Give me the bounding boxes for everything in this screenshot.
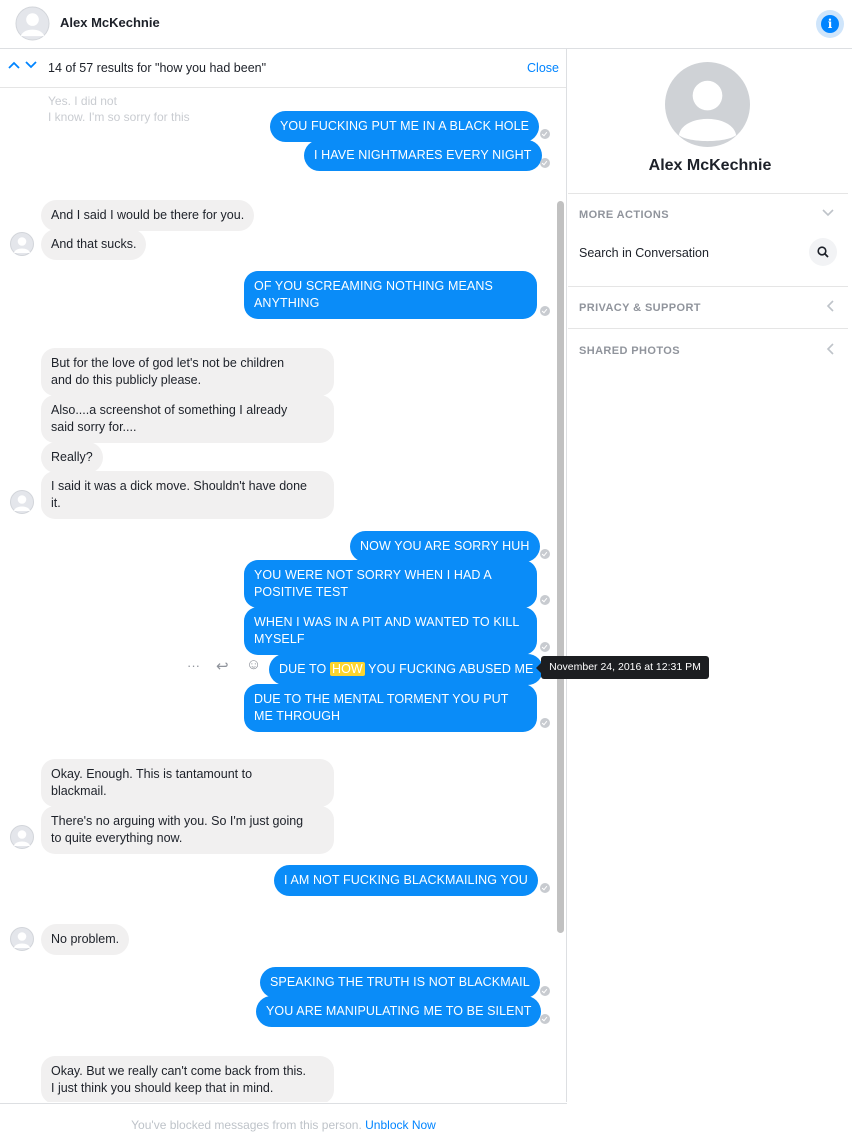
- react-icon[interactable]: ☺: [246, 656, 262, 673]
- more-options-icon[interactable]: ···: [187, 658, 200, 673]
- message-bubble[interactable]: I said it was a dick move. Shouldn't have done it.: [41, 471, 334, 519]
- info-button[interactable]: [816, 10, 844, 38]
- privacy-support-section[interactable]: [568, 286, 848, 328]
- seen-check-icon: [540, 129, 550, 139]
- message-bubble[interactable]: No problem.: [41, 924, 129, 955]
- shared-photos-header[interactable]: SHARED PHOTOS: [579, 345, 680, 357]
- scrollbar-thumb[interactable]: [557, 201, 564, 933]
- search-button[interactable]: [809, 238, 837, 266]
- seen-check-icon: [540, 549, 550, 559]
- message-bubble[interactable]: NOW YOU ARE SORRY HUH: [350, 531, 540, 562]
- message-bubble[interactable]: WHEN I WAS IN A PIT AND WANTED TO KILL MYSELF: [244, 607, 537, 655]
- profile-avatar[interactable]: [665, 62, 750, 147]
- details-panel: [568, 49, 852, 1146]
- info-icon: i: [821, 15, 839, 33]
- seen-check-icon: [540, 158, 550, 168]
- seen-check-icon: [540, 883, 550, 893]
- conversation-header: [0, 0, 852, 49]
- search-in-conversation[interactable]: Search in Conversation: [579, 246, 709, 260]
- message-bubble[interactable]: I AM NOT FUCKING BLACKMAILING YOU: [274, 865, 538, 896]
- message-bubble[interactable]: Really?: [41, 442, 103, 473]
- message-bubble[interactable]: Okay. But we really can't come back from this. I just think you should keep that in mind.: [41, 1056, 334, 1102]
- message-bubble[interactable]: YOU FUCKING PUT ME IN A BLACK HOLE: [270, 111, 539, 142]
- search-highlight: HOW: [331, 662, 363, 676]
- contact-avatar[interactable]: [15, 6, 50, 41]
- search-results-bar: [0, 49, 566, 88]
- seen-check-icon: [540, 595, 550, 605]
- privacy-support-header[interactable]: PRIVACY & SUPPORT: [579, 302, 701, 314]
- chevron-left-icon[interactable]: [826, 300, 834, 312]
- message-bubble[interactable]: And I said I would be there for you.: [41, 200, 254, 231]
- message-bubble-highlighted[interactable]: DUE TO HOW YOU FUCKING ABUSED ME: [269, 654, 543, 685]
- message-bubble[interactable]: DUE TO THE MENTAL TORMENT YOU PUT ME THROUGH: [244, 684, 537, 732]
- search-icon: [817, 246, 829, 258]
- reply-icon[interactable]: ↩: [216, 658, 229, 675]
- message-bubble[interactable]: I HAVE NIGHTMARES EVERY NIGHT: [304, 140, 542, 171]
- message-bubble[interactable]: There's no arguing with you. So I'm just going to quite everything now.: [41, 806, 334, 854]
- unblock-link[interactable]: Unblock Now: [365, 1118, 436, 1132]
- chevron-left-icon[interactable]: [826, 343, 834, 355]
- message-bubble[interactable]: SPEAKING THE TRUTH IS NOT BLACKMAIL: [260, 967, 540, 998]
- seen-check-icon: [540, 718, 550, 728]
- search-results-count: 14 of 57 results for "how you had been": [48, 61, 267, 75]
- next-result-icon[interactable]: [25, 58, 39, 72]
- message-bubble[interactable]: YOU WERE NOT SORRY WHEN I HAD A POSITIVE TEST: [244, 560, 537, 608]
- message-bubble[interactable]: Okay. Enough. This is tantamount to blackmail.: [41, 759, 334, 807]
- profile-name: Alex McKechnie: [648, 157, 772, 174]
- seen-check-icon: [540, 986, 550, 996]
- partially-hidden-message: Yes. I did not I know. I'm so sorry for this: [48, 94, 190, 124]
- blocked-text: You've blocked messages from this person.: [131, 1118, 362, 1132]
- close-search-button[interactable]: Close: [527, 61, 559, 75]
- message-list[interactable]: [0, 49, 567, 1102]
- contact-name[interactable]: Alex McKechnie: [60, 15, 160, 30]
- message-bubble[interactable]: YOU ARE MANIPULATING ME TO BE SILENT: [256, 996, 541, 1027]
- more-actions-header[interactable]: MORE ACTIONS: [579, 209, 669, 221]
- contact-avatar-small: [10, 490, 34, 514]
- timestamp-tooltip: November 24, 2016 at 12:31 PM: [541, 656, 709, 679]
- message-bubble[interactable]: Also....a screenshot of something I already said sorry for....: [41, 395, 334, 443]
- chevron-down-icon[interactable]: [822, 209, 834, 217]
- contact-avatar-small: [10, 825, 34, 849]
- message-bubble[interactable]: But for the love of god let's not be children and do this publicly please.: [41, 348, 334, 396]
- contact-avatar-small: [10, 927, 34, 951]
- seen-check-icon: [540, 1014, 550, 1024]
- message-bubble[interactable]: And that sucks.: [41, 229, 146, 260]
- seen-check-icon: [540, 306, 550, 316]
- blocked-notice: [0, 1103, 567, 1146]
- seen-check-icon: [540, 642, 550, 652]
- more-actions-section: [568, 193, 848, 286]
- contact-avatar-small: [10, 232, 34, 256]
- previous-result-icon[interactable]: [8, 58, 22, 72]
- message-bubble[interactable]: OF YOU SCREAMING NOTHING MEANS ANYTHING: [244, 271, 537, 319]
- shared-photos-section[interactable]: [568, 328, 848, 370]
